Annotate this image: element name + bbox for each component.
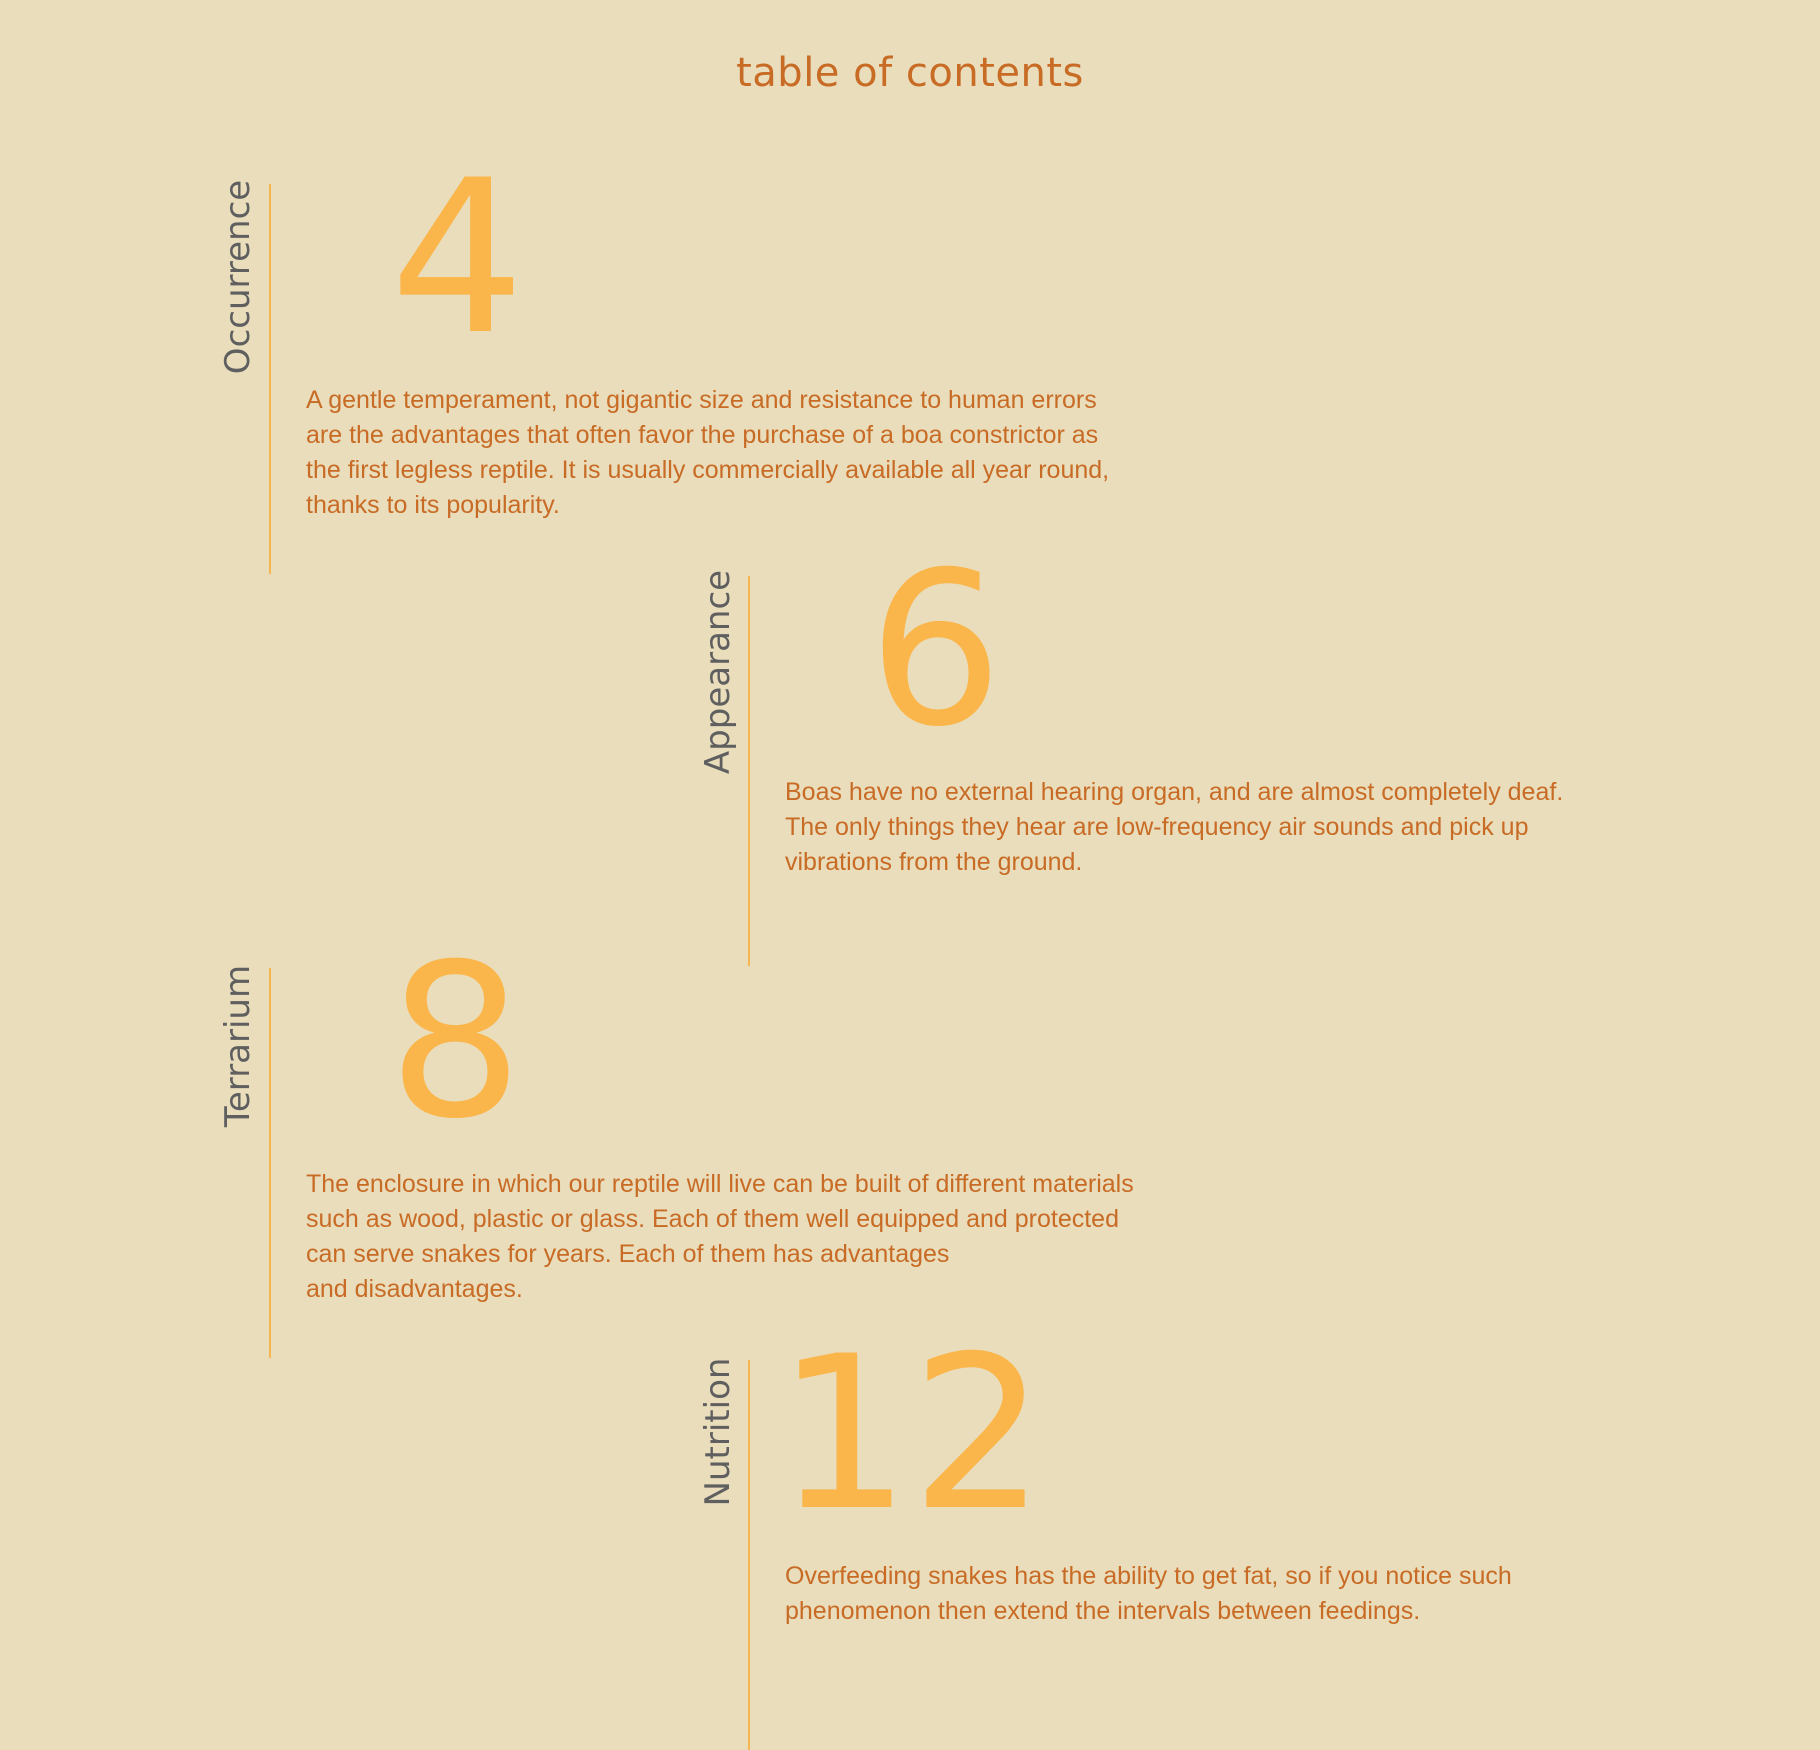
section-divider: [269, 968, 271, 1358]
section-description: A gentle temperament, not gigantic size and resistance to human errors are the advantages that often favor the purchase of a boa constrictor as the first legless reptile. It is usually commercially available all year round, thanks to its popularity.: [306, 386, 1110, 519]
section-divider: [269, 184, 271, 574]
section-divider: [748, 576, 750, 966]
section-description: Overfeeding snakes has the ability to get fat, so if you notice such phenomenon then extend the intervals between feedings.: [785, 1562, 1512, 1625]
section-description: The enclosure in which our reptile will live can be built of different materials such as wood, plastic or glass. Each of them well equipped and protected can serve snakes for years. Each of them has advantages and disadvantages.: [306, 1170, 1134, 1303]
page-title: table of contents: [736, 50, 1084, 96]
section-divider: [748, 1360, 750, 1750]
page-number: 12: [776, 1310, 1046, 1557]
section-label: Occurrence: [218, 179, 258, 375]
page-number: 4: [390, 134, 525, 381]
section-label: Nutrition: [698, 1357, 738, 1507]
page-number: 8: [388, 918, 523, 1165]
section-label: Terrarium: [218, 964, 258, 1128]
section-description: Boas have no external hearing organ, and are almost completely deaf. The only things they hear are low-frequency air sounds and pick up vibrations from the ground.: [785, 778, 1564, 876]
section-label: Appearance: [698, 569, 738, 775]
page-number: 6: [868, 526, 1003, 773]
